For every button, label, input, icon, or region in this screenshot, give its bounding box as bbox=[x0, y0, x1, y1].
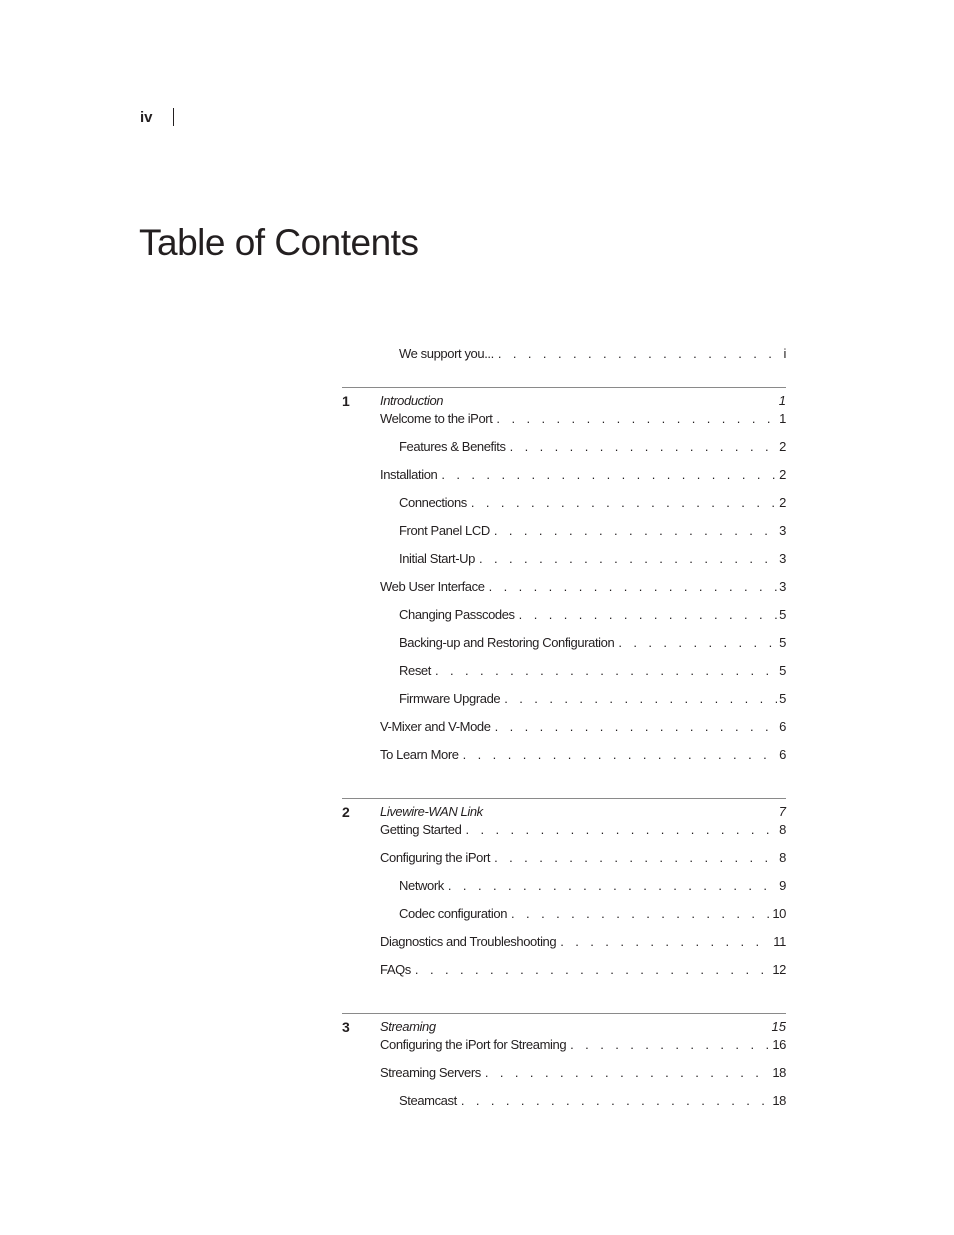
toc-entry-page: 18 bbox=[772, 1093, 786, 1108]
toc-entry-page: 3 bbox=[779, 579, 786, 594]
chapter-number: 3 bbox=[342, 1019, 350, 1035]
toc-entry-page: 6 bbox=[779, 719, 786, 734]
toc-entry-label: Initial Start-Up bbox=[399, 549, 479, 569]
toc-entry-label: We support you... bbox=[399, 344, 498, 364]
toc-entry-preface[interactable] bbox=[399, 344, 786, 364]
dot-leader bbox=[511, 904, 770, 924]
toc-entry-page: 2 bbox=[779, 467, 786, 482]
toc-entry-page: 6 bbox=[779, 747, 786, 762]
chapter-title: Streaming bbox=[380, 1019, 436, 1034]
dot-leader bbox=[504, 689, 777, 709]
chapter-page: 1 bbox=[778, 393, 786, 408]
toc-entry-page: 16 bbox=[772, 1037, 786, 1052]
toc-entry-label: Firmware Upgrade bbox=[399, 689, 504, 709]
dot-leader bbox=[494, 521, 777, 541]
chapter-heading-1[interactable] bbox=[342, 391, 786, 411]
toc-entry-label: Front Panel LCD bbox=[399, 521, 494, 541]
toc-entry-label: Installation bbox=[380, 465, 441, 485]
toc-entry-label: Web User Interface bbox=[380, 577, 489, 597]
chapter-page: 7 bbox=[778, 804, 786, 819]
dot-leader bbox=[570, 1035, 770, 1055]
toc-entry-label: FAQs bbox=[380, 960, 415, 980]
chapter-title: Livewire-WAN Link bbox=[380, 804, 483, 819]
toc-entry-page: 11 bbox=[773, 934, 786, 949]
toc-entry[interactable] bbox=[380, 1035, 786, 1055]
chapter-number: 1 bbox=[342, 393, 350, 409]
toc-entry-label: Reset bbox=[399, 661, 435, 681]
toc-entry-label: Getting Started bbox=[380, 820, 465, 840]
toc-entry-page: i bbox=[783, 346, 786, 361]
toc-entry[interactable] bbox=[399, 689, 786, 709]
toc-entry[interactable] bbox=[399, 904, 786, 924]
toc-entry-label: Features & Benefits bbox=[399, 437, 510, 457]
toc-entry-page: 8 bbox=[779, 850, 786, 865]
toc-entry-page: 5 bbox=[779, 607, 786, 622]
dot-leader bbox=[498, 344, 782, 364]
toc-entry[interactable] bbox=[399, 661, 786, 681]
toc-entry[interactable] bbox=[399, 521, 786, 541]
toc-entry-page: 5 bbox=[779, 663, 786, 678]
dot-leader bbox=[435, 661, 777, 681]
toc-entry[interactable] bbox=[380, 960, 786, 980]
toc-entry-page: 2 bbox=[779, 439, 786, 454]
toc-entry[interactable] bbox=[399, 605, 786, 625]
toc-entry[interactable] bbox=[380, 409, 786, 429]
toc-entry-label: Backing-up and Restoring Configuration bbox=[399, 633, 618, 653]
dot-leader bbox=[489, 577, 778, 597]
chapter-divider bbox=[342, 1013, 786, 1014]
toc-entry[interactable] bbox=[380, 465, 786, 485]
dot-leader bbox=[519, 605, 777, 625]
toc-entry-page: 1 bbox=[779, 411, 786, 426]
toc-entry[interactable] bbox=[380, 820, 786, 840]
dot-leader bbox=[465, 820, 777, 840]
toc-entry[interactable] bbox=[399, 876, 786, 896]
chapter-page: 15 bbox=[771, 1019, 786, 1034]
header-divider bbox=[173, 108, 174, 126]
dot-leader bbox=[495, 717, 778, 737]
toc-entry-label: Streaming Servers bbox=[380, 1063, 485, 1083]
toc-entry[interactable] bbox=[380, 1063, 786, 1083]
dot-leader bbox=[471, 493, 777, 513]
toc-entry[interactable] bbox=[380, 717, 786, 737]
dot-leader bbox=[618, 633, 777, 653]
toc-entry-label: Diagnostics and Troubleshooting bbox=[380, 932, 560, 952]
dot-leader bbox=[485, 1063, 770, 1083]
dot-leader bbox=[510, 437, 778, 457]
toc-entry-page: 12 bbox=[772, 962, 786, 977]
toc-entry-page: 8 bbox=[779, 822, 786, 837]
toc-entry[interactable] bbox=[380, 745, 786, 765]
dot-leader bbox=[560, 932, 771, 952]
toc-entry-label: Network bbox=[399, 876, 448, 896]
toc-entry-page: 18 bbox=[772, 1065, 786, 1080]
toc-entry[interactable] bbox=[380, 577, 786, 597]
chapter-divider bbox=[342, 798, 786, 799]
chapter-heading-3[interactable] bbox=[342, 1017, 786, 1037]
dot-leader bbox=[441, 465, 777, 485]
toc-entry-page: 5 bbox=[779, 691, 786, 706]
toc-entry-label: Changing Passcodes bbox=[399, 605, 519, 625]
dot-leader bbox=[461, 1091, 771, 1111]
toc-entry-label: To Learn More bbox=[380, 745, 463, 765]
toc-entry-label: V-Mixer and V-Mode bbox=[380, 717, 495, 737]
toc-entry-page: 9 bbox=[779, 878, 786, 893]
toc-entry-page: 10 bbox=[772, 906, 786, 921]
toc-entry[interactable] bbox=[399, 633, 786, 653]
toc-entry[interactable] bbox=[380, 848, 786, 868]
chapter-number: 2 bbox=[342, 804, 350, 820]
toc-entry-label: Welcome to the iPort bbox=[380, 409, 496, 429]
running-header bbox=[140, 108, 174, 126]
toc-entry-page: 3 bbox=[779, 523, 786, 538]
toc-entry-label: Connections bbox=[399, 493, 471, 513]
dot-leader bbox=[494, 848, 777, 868]
toc-entry[interactable] bbox=[399, 437, 786, 457]
chapter-divider bbox=[342, 387, 786, 388]
toc-entry-label: Steamcast bbox=[399, 1091, 461, 1111]
dot-leader bbox=[448, 876, 777, 896]
toc-entry-page: 3 bbox=[779, 551, 786, 566]
toc-entry[interactable] bbox=[380, 932, 786, 952]
page-title: Table of Contents bbox=[139, 222, 419, 263]
toc-entry-page: 2 bbox=[779, 495, 786, 510]
dot-leader bbox=[496, 409, 777, 429]
chapter-heading-2[interactable] bbox=[342, 802, 786, 822]
dot-leader bbox=[463, 745, 778, 765]
toc-entry-label: Configuring the iPort for Streaming bbox=[380, 1035, 570, 1055]
chapter-title: Introduction bbox=[380, 393, 444, 408]
toc-entry-label: Configuring the iPort bbox=[380, 848, 494, 868]
dot-leader bbox=[415, 960, 770, 980]
toc-entry[interactable] bbox=[399, 549, 786, 569]
toc-entry-label: Codec configuration bbox=[399, 904, 511, 924]
toc-entry[interactable] bbox=[399, 1091, 786, 1111]
dot-leader bbox=[479, 549, 777, 569]
toc-entry[interactable] bbox=[399, 493, 786, 513]
page-number: iv bbox=[140, 108, 153, 126]
toc-entry-page: 5 bbox=[779, 635, 786, 650]
